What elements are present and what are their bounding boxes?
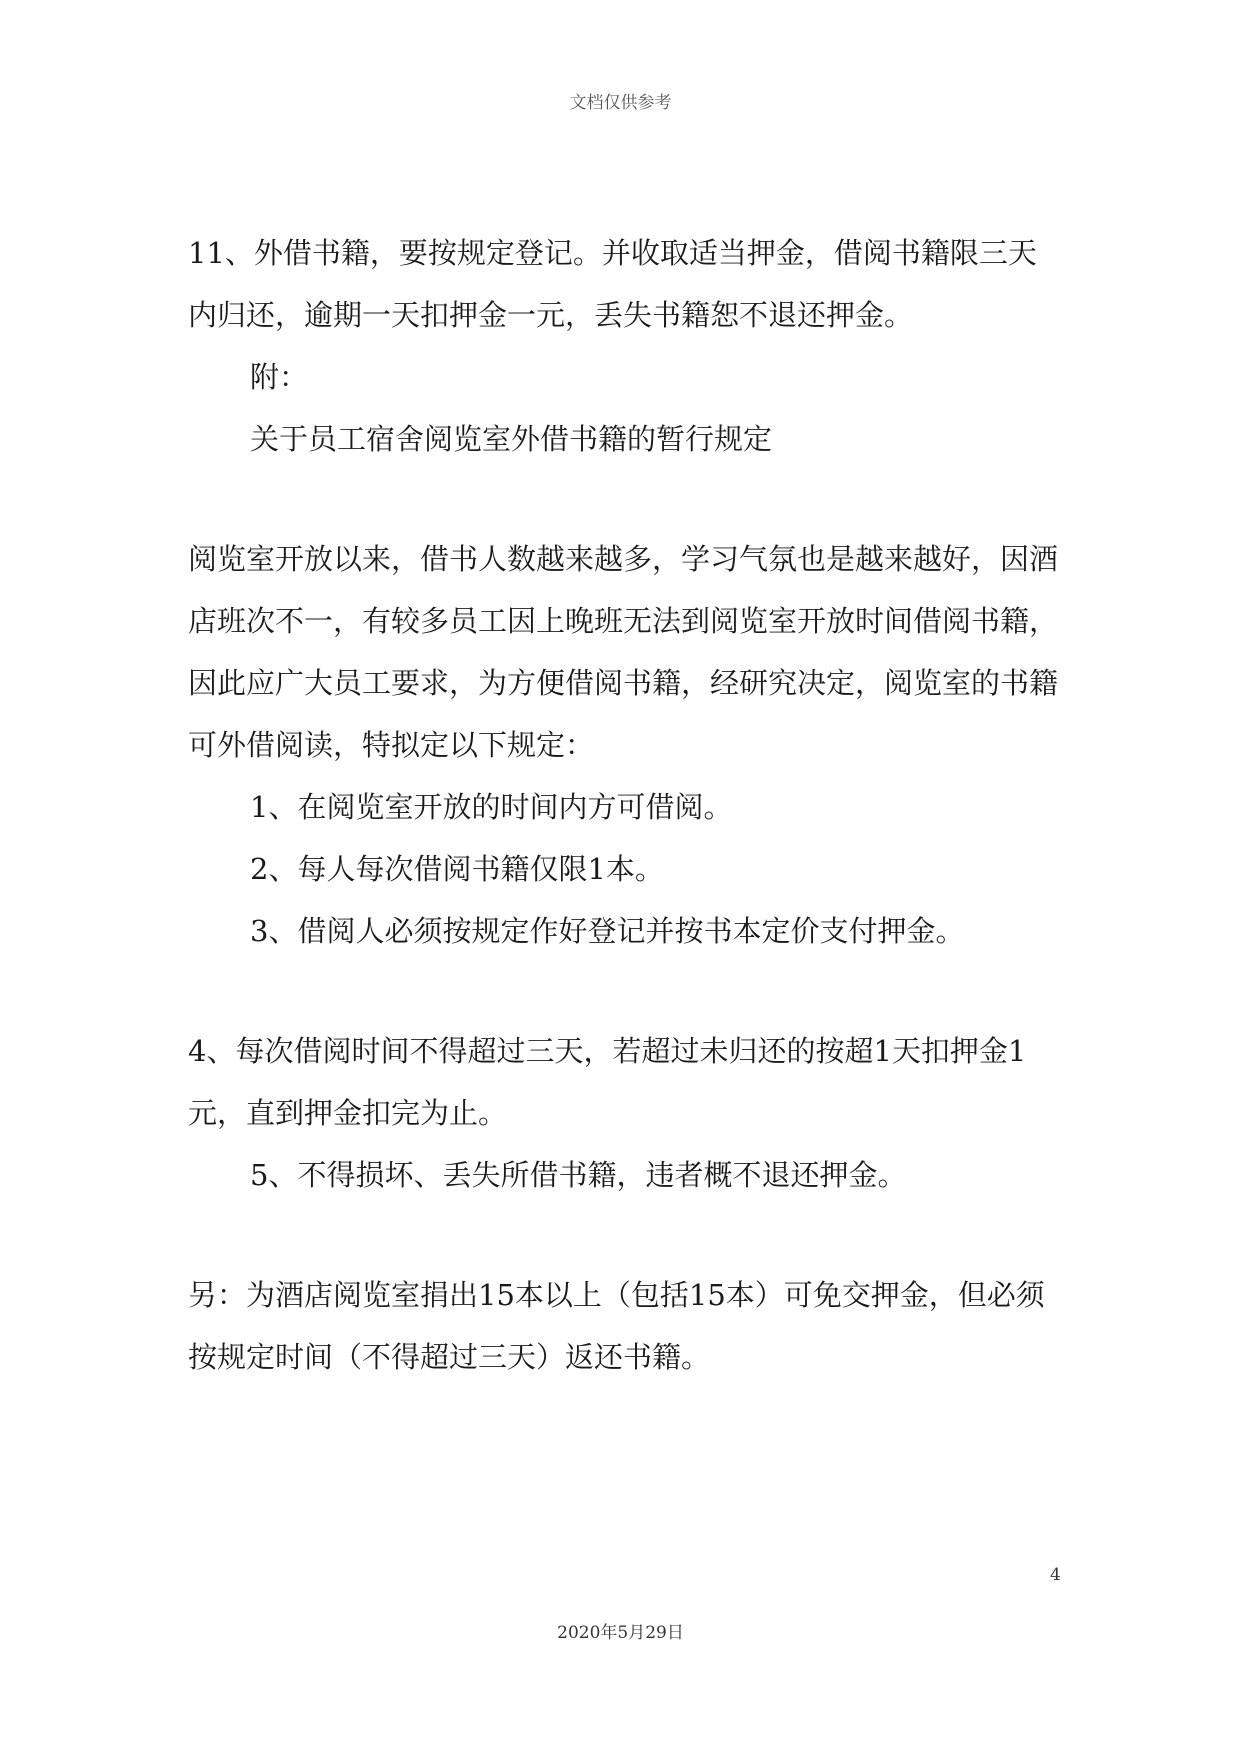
page-footer-date: 2020年5月29日 <box>557 1623 684 1643</box>
rule-3: 3、借阅人必须按规定作好登记并按书本定价支付押金。 <box>250 914 965 948</box>
page-number: 4 <box>1050 1565 1061 1585</box>
page-header: 文档仅供参考 <box>569 93 672 113</box>
attachment-title: 关于员工宿舍阅览室外借书籍的暂行规定 <box>250 422 773 456</box>
spacer <box>188 962 1058 1020</box>
rule-1: 1、在阅览室开放的时间内方可借阅。 <box>250 790 733 824</box>
rule-5: 5、不得损坏、丢失所借书籍，违者概不退还押金。 <box>250 1158 907 1192</box>
clause-11: 11、外借书籍，要按规定登记。并收取适当押金，借阅书籍限三天内归还，逾期一天扣押金一元，丢失书籍恕不退还押金。 <box>188 236 1037 332</box>
attachment-label: 附： <box>250 360 309 394</box>
spacer <box>188 470 1058 528</box>
rule-4: 4、每次借阅时间不得超过三天，若超过未归还的按超1天扣押金1元，直到押金扣完为止。 <box>188 1034 1027 1130</box>
rule-2: 2、每人每次借阅书籍仅限1本。 <box>250 852 664 886</box>
spacer <box>188 1206 1058 1264</box>
note-paragraph: 另：为酒店阅览室捐出15本以上（包括15本）可免交押金，但必须按规定时间（不得超过三天）返还书籍。 <box>188 1278 1045 1374</box>
document-body <box>188 222 1058 1388</box>
intro-paragraph: 阅览室开放以来，借书人数越来越多，学习气氛也是越来越好，因酒店班次不一，有较多员工因上晚班无法到阅览室开放时间借阅书籍，因此应广大员工要求，为方便借阅书籍，经研究决定，阅览室的书籍可外借阅读，特拟定以下规定： <box>188 542 1059 762</box>
